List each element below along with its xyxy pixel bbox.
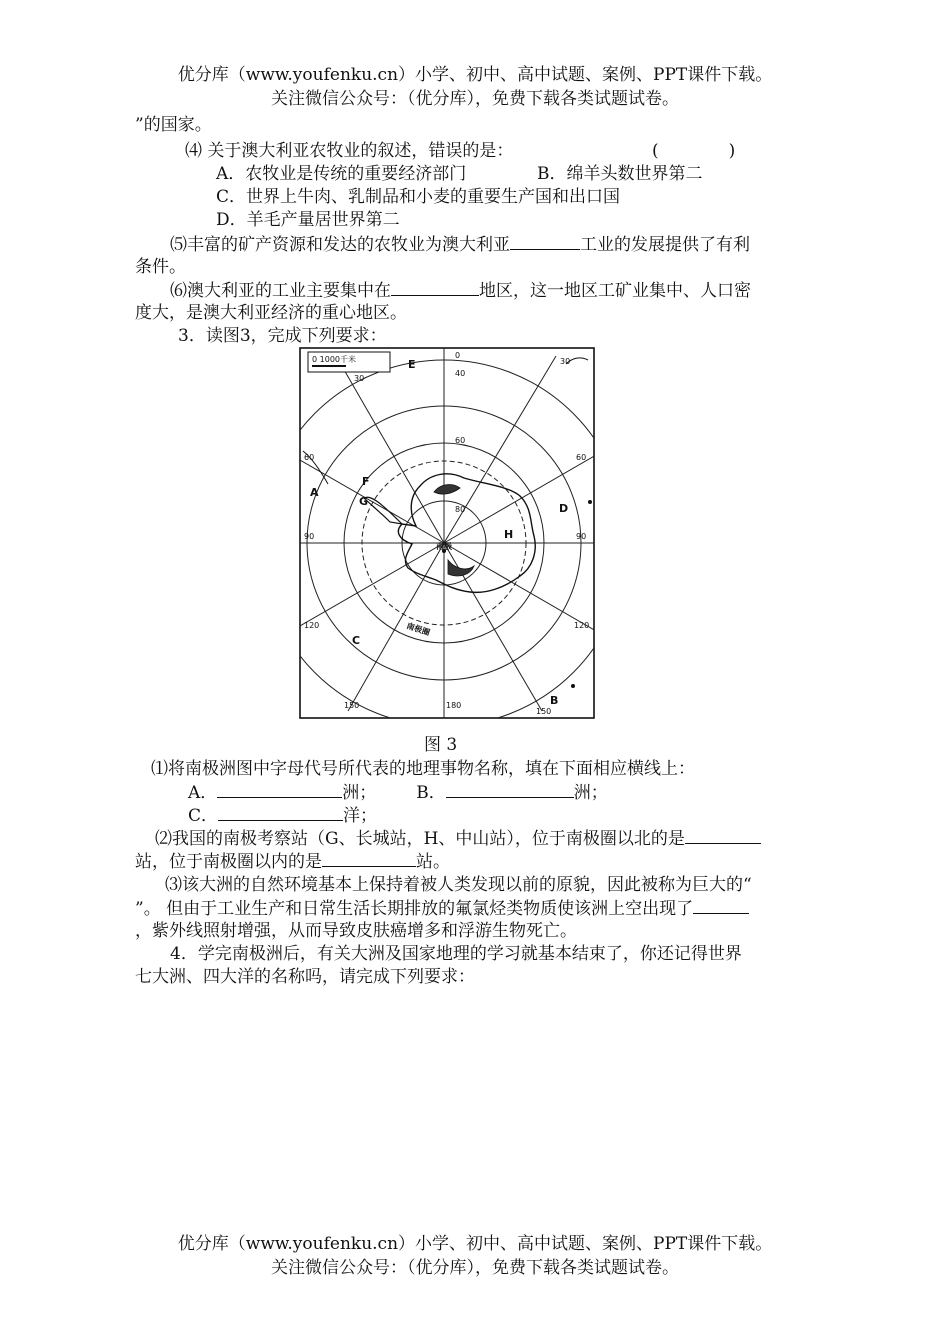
q2-p4-option-c: C．世界上牛肉、乳制品和小麦的重要生产国和出口国 — [216, 187, 621, 207]
q2-p6-blank[interactable] — [391, 279, 479, 296]
antarctica-map — [298, 346, 598, 720]
paren-close: ) — [728, 141, 736, 161]
island-d — [588, 500, 592, 504]
q3-p2-text-a: ⑵我国的南极考察站（G、长城站，H、中山站），位于南极圈以北的是 — [155, 829, 685, 849]
q2-p6-line-2: 度大，是澳大利亚经济的重心地区。 — [135, 303, 407, 323]
q3-p3-line-1: ⑶该大洲的自然环境基本上保持着被人类发现以前的原貌，因此被称为巨大的“ — [165, 875, 752, 895]
q3-p2-text-c: 站。 — [416, 852, 450, 872]
q3-p1-b-blank[interactable] — [446, 781, 574, 798]
header-line-1: 优分库（www.youfenku.cn）小学、初中、高中试题、案例、PPT课件下载。 — [177, 65, 773, 85]
q3-p1-a-suffix: 洲； — [342, 783, 377, 803]
q2-p5-text-b: 工业的发展提供了有利 — [580, 235, 750, 255]
deg-0: 0 — [455, 351, 461, 360]
map-letter-d: D — [559, 502, 569, 515]
q2-p4-stem — [185, 140, 513, 162]
deg-lat-40: 40 — [455, 369, 466, 378]
q3-intro: 3．读图3，完成下列要求： — [178, 326, 387, 346]
q3-p2-blank-2[interactable] — [322, 850, 416, 867]
q2-p6-line-1 — [170, 279, 751, 302]
q3-p1-c-blank[interactable] — [218, 804, 343, 821]
q2-p4-option-b: B．绵羊头数世界第二 — [537, 164, 703, 184]
q2-p5-line-2: 条件。 — [135, 257, 186, 277]
map-letter-b: B — [550, 694, 559, 707]
map-letter-f: F — [362, 475, 370, 488]
q2-p4-answer-paren — [652, 140, 735, 162]
deg-120-west: 120 — [304, 621, 320, 630]
q2-p5-text-a: ⑸丰富的矿产资源和发达的农牧业为澳大利亚 — [170, 235, 510, 255]
q2-p4-stem-text: ⑷ 关于澳大利亚农牧业的叙述，错误的是： — [185, 141, 514, 161]
figure-caption: 图 3 — [424, 735, 458, 755]
q2-p6-text-a: ⑹澳大利亚的工业主要集中在 — [170, 281, 391, 301]
q3-p3-text-b: ”。 但由于工业生产和日常生活长期排放的氟氯烃类物质使该洲上空出现了 — [135, 899, 694, 919]
q3-p1-a-label: A． — [188, 783, 218, 803]
deg-60-west: 60 — [304, 453, 315, 462]
q3-p3-line-3: ，紫外线照射增强，从而导致皮肤癌增多和浮游生物死亡。 — [135, 921, 577, 941]
deg-90-east: 90 — [576, 532, 587, 541]
scale-label: 0 1000千米 — [312, 355, 356, 364]
map-letter-h: H — [504, 528, 514, 541]
deg-120-east: 120 — [574, 621, 590, 630]
q3-p3-blank[interactable] — [693, 897, 749, 914]
q3-p2-text-b: 站，位于南极圈以内的是 — [135, 852, 322, 872]
q3-p1-c-line — [188, 804, 377, 827]
q3-p1-ab-line — [188, 781, 608, 804]
paren-open: ( — [652, 141, 659, 161]
q3-p2-line-1 — [155, 827, 761, 850]
q2-p5-blank[interactable] — [510, 233, 580, 250]
q2-p5-line-1 — [170, 233, 750, 256]
map-letter-c: C — [352, 634, 361, 647]
q3-p1-a-blank[interactable] — [217, 781, 342, 798]
deg-60-east: 60 — [576, 453, 587, 462]
q2-continuation: ”的国家。 — [135, 115, 212, 135]
q3-p1-b-label: B． — [416, 783, 446, 803]
deg-90-west: 90 — [304, 532, 315, 541]
footer-line-2: 关注微信公众号：（优分库），免费下载各类试题试卷。 — [271, 1258, 679, 1278]
south-pole-label: 南极 — [436, 542, 452, 551]
map-letter-a: A — [310, 486, 319, 499]
q3-p3-line-2 — [135, 897, 749, 920]
deg-lat-80: 80 — [455, 505, 466, 514]
island-b — [571, 684, 575, 688]
deg-30-east: 30 — [560, 357, 571, 366]
deg-150-east: 150 — [536, 707, 552, 716]
map-letter-g: G — [359, 495, 369, 508]
q3-p1-b-suffix: 洲； — [573, 783, 608, 803]
deg-30-west: 30 — [354, 374, 365, 383]
q4-line-2: 七大洲、四大洋的名称吗，请完成下列要求： — [135, 967, 475, 987]
q3-p1-c-suffix: 洋； — [343, 806, 378, 826]
q3-p1-c-label: C． — [188, 806, 219, 826]
header-line-2: 关注微信公众号：（优分库），免费下载各类试题试卷。 — [271, 89, 679, 109]
footer-line-1: 优分库（www.youfenku.cn）小学、初中、高中试题、案例、PPT课件下载。 — [177, 1234, 773, 1254]
q3-p2-line-2 — [135, 850, 450, 873]
q2-p4-option-d: D．羊毛产量居世界第二 — [216, 210, 400, 230]
q3-p2-blank-1[interactable] — [685, 827, 761, 844]
q4-line-1: 4．学完南极洲后，有关大洲及国家地理的学习就基本结束了，你还记得世界 — [170, 944, 742, 964]
map-letter-e: E — [408, 358, 416, 371]
q2-p6-text-b: 地区，这一地区工矿业集中、人口密 — [479, 281, 751, 301]
deg-lat-60: 60 — [455, 436, 466, 445]
antarctic-circle-label: 南极圈 — [405, 621, 431, 638]
deg-150-west: 150 — [344, 701, 360, 710]
q3-p1-stem: ⑴将南极洲图中字母代号所代表的地理事物名称，填在下面相应横线上： — [151, 759, 695, 779]
deg-180: 180 — [446, 701, 462, 710]
q2-p4-option-a: A．农牧业是传统的重要经济部门 — [216, 164, 467, 184]
